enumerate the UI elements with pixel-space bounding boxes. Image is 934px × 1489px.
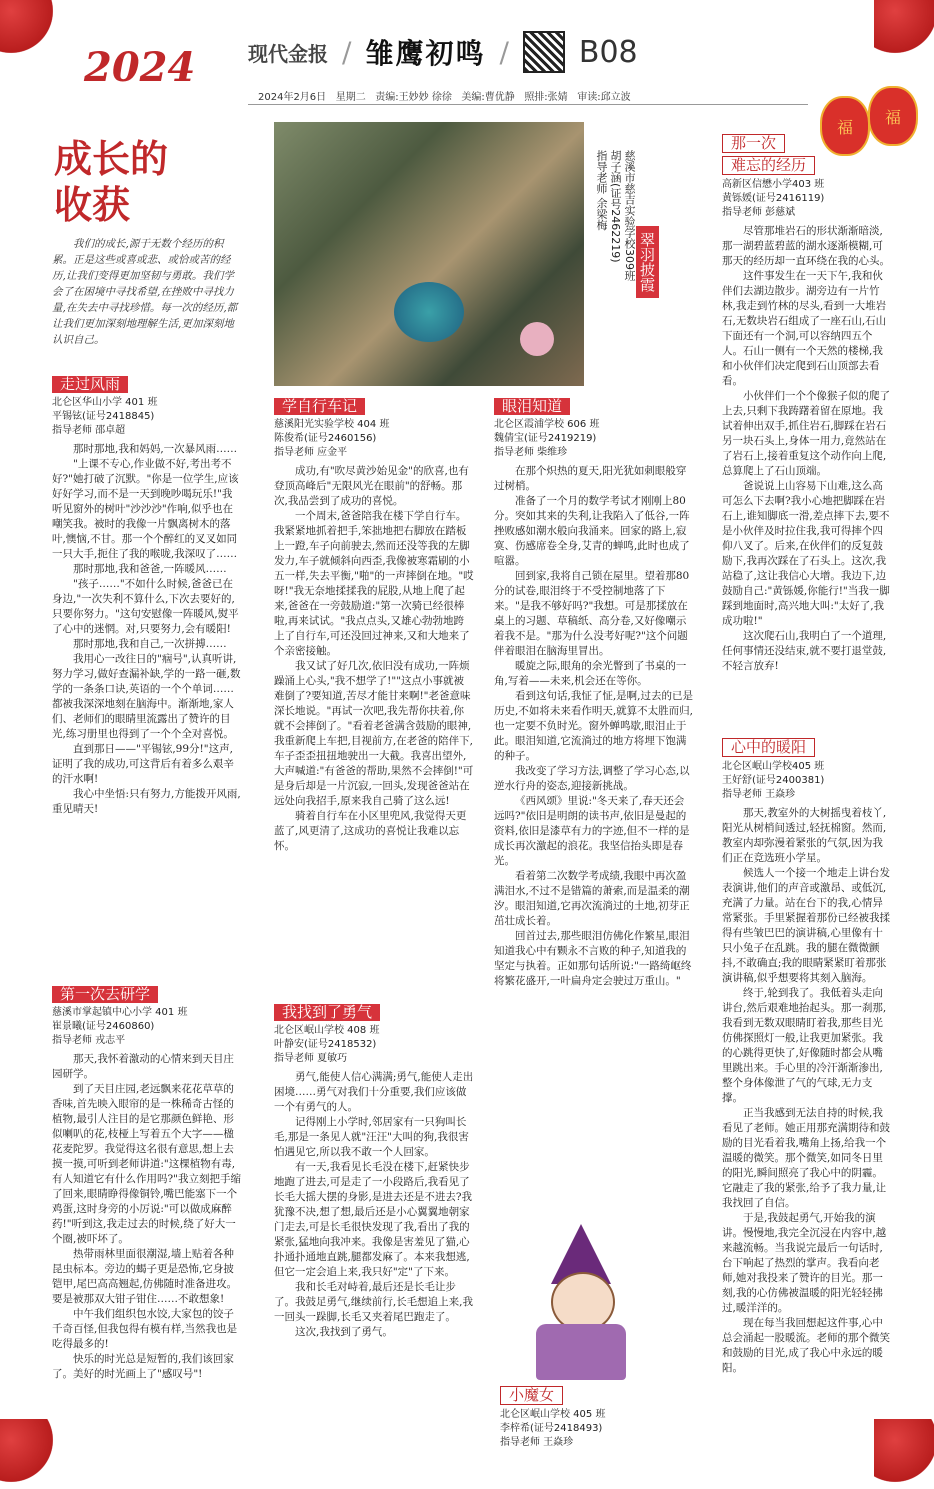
article-bike: 学自行车记 慈溪阳光实验学校 404 班 陈俊希(证号2460156) 指导老师 应金平 成功,有"吹尽黄沙始见金"的欣喜,也有登顶高峰后"无限风光在眼前"的舒畅。那次,我品尝到了成功的喜悦。 一个周末,爸爸陪我在楼下学自行车。我紧紧地抓着把手,笨拙地把右脚放在踏板上一蹬,车子向前驶去,然而还没等我的左脚发力,车子就倾斜向西歪,我像被寒霜刷的小五一样,失去平衡,"啪"的一声摔倒在地。"哎呀!"我无奈地揉揉我的屁股,从地上爬了起来,爸爸在一旁鼓励道:"第一次骑已经很棒啦,再来试试。"我点点头,又雄心勃勃地跨上了自行车,可还没回过神来,又和大地来了个亲密接触。 我又试了好几次,依旧没有成功,一阵烦躁涌上心头,"我不想学了!""这点小事就被难倒了?要知道,苦尽才能甘来啊!"老爸意味深长地说。"再试一次吧,我先帮你扶着,你就不会摔倒了。"看着老爸满含鼓励的眼神,我重新爬上车把,目视前方,在老爸的陪伴下,车子歪歪扭扭地驶出一大截。我喜出望外,大声喊道:"有爸爸的帮助,果然不会摔倒!"可是身后却是一片沉寂,一回头,发现爸爸站在远处向我招手,原来我自己骑了这么远! 骑着自行车在小区里兜风,我觉得天更蓝了,风更清了,这成功的喜悦让我难以忘怀。 (274, 397, 474, 852)
article-warm-sun: 心中的暖阳 北仑区岷山学校405 班 王好舒(证号2400381) 指导老师 王焱珍 那天,教室外的大树摇曳着枝丫,阳光从树梢间透过,轻抚棉窗。然而,教室内却弥漫着紧张的气氛,因为我们正在竞选班小学星。 候选人一个接一个地走上讲台发表演讲,他们的声音或激昂、或低沉,充满了力量。站在台下的我,心情异常紧张。手里紧握着那份已经被我揉得有些皱巴巴的演讲稿,心里像有十只小兔子在乱跳。我的腿在微微颤抖,不敢确直;我的眼睛紧紧盯着那张演讲稿,似乎想要将其刻入脑海。 终于,轮到我了。我低着头走向讲台,然后艰难地抬起头。那一刹那,我看到无数双眼睛盯着我,那些目光仿佛探照灯一般,让我更加紧张。我的心跳得更快了,好像随时都会从嘴里跳出来。手心里的冷汗渐渐渗出,整个身体像泄了气的气球,无力支撑。 正当我感到无法自持的时候,我看见了老师。她正用那充满期待和鼓励的目光看着我,嘴角上扬,给我一个温暖的微笑。那个微笑,如同冬日里的阳光,瞬间照亮了我心中的阴霾。它融走了我的紧张,给予了我力量,让我找回了自信。 于是,我鼓起勇气,开始我的演讲。慢慢地,我完全沉浸在内容中,越来越流畅。当我说完最后一句话时,台下响起了热烈的掌声。我看向老师,她对我投来了赞许的目光。那一刻,我的心仿佛被温暖的阳光轻轻拂过,暖洋洋的。 现在每当我回想起这件事,心中总会涌起一股暖流。老师的那个微笑和鼓励的目光,成了我心中永远的暖阳。 (722, 738, 890, 1374)
article-tag: 第一次去研学 (52, 986, 158, 1003)
article-tears: 眼泪知道 北仑区霞浦学校 606 班 魏倩宝(证号2419219) 指导老师 柴维珍 在那个炽热的夏天,阳光犹如刺眼般穿过树梢。 准备了一个月的数学考试才刚刚上80分。突如其来的失利,让我陷入了低谷,一阵挫败感如潮水般向我涌来。回家的路上,寂寞、伤感席卷全身,艾青的蝉鸣,此时也成了喧嚣。 回到家,我将自己锁在屋里。望着那80分的试卷,眼泪终于不受控制地落了下来。"是我不够好吗?"我想。可是那揉放在桌上的习题、草稿纸、高分卷,又好像嘲示着我不是。"那为什么没考好呢?"这个问题伴着眼泪在脑海里冒出。 暖旋之际,眼角的余光瞥到了书桌的一角,写着——未来,机会还在等你。 看到这句话,我怔了怔,是啊,过去的已是历史,不如将未来看作明天,就算不太胜而归,也一定要不负时光。窗外蝉鸣歇,眼泪止于此。眼泪知道,它流淌过的地方将埋下饱满的种子。 我改变了学习方法,调整了学习心态,以逆水行舟的姿态,迎接新挑战。 《西风颂》里说:"冬天来了,春天还会远吗?"依旧是明朗的读书声,依旧是曼起的资料,依旧是漆草有力的字迹,但不一样的是成长再次激起的浪花。我坚信抬头即是春光。 看着第二次数学考成绩,我眼中再次盈满泪水,不过不是错篇的萧索,而是温柔的潮汐。眼泪知道,它再次流淌过的土地,初芽正茁壮成长着。 回首过去,那些眼泪仿佛化作繁星,眼泪知道我心中有颗永不言败的种子,知道我的坚定与执着。正如那句话所说:"一路绮岖终将繁花盛开,一叶扁舟定会驶过万重山。" (494, 397, 694, 987)
drawing-credit: 小魔女 北仑区岷山学校 405 班 李梓希(证号2418493) 指导老师 王焱珍 (500, 1386, 606, 1448)
lantern-left: 福 (820, 96, 870, 156)
painting-title: 翠羽披霞 (636, 226, 659, 298)
masthead-meta: 2024年2月6日 星期二 责编:王妙妙 徐徐 美编:曹优静 照排:张婧 审读:邱立波 (258, 92, 631, 103)
article-tag: 心中的暖阳 (722, 738, 815, 757)
article-tag: 眼泪知道 (494, 398, 570, 415)
peony-image (520, 322, 554, 356)
article-unforgettable: 那一次 难忘的经历 高新区信懋小学403 班 黄铄媛(证号2416119) 指导老师 彭慈斌 尽管那堆岩石的形状渐渐暗淡,那一湖碧蓝碧蓝的湖水逐渐模糊,可那天的经历却一直环绕在我的心头。 这件事发生在一天下午,我和伙伴们去湖边散步。湖旁边有一片竹林,我走到竹林的尽头,看到一大堆岩石,无数块岩石组成了一座石山,石山下面还有一个洞,可以容纳四五个人。石山一侧有一个天然的楼梯,我和小伙伴们决定爬到石山顶部去看看。 小伙伴们一个个像猴子似的爬了上去,只剩下我踌躇着留在原地。我试着伸出双手,抓住岩石,脚踩在岩石另一块石头上,身体一用力,竟然站在了岩石上,接着重复这个动作向上爬,总算爬上了石山顶端。 爸说说上山容易下山难,这么高可怎么下去啊?我小心地把脚踩在岩石上,谁知脚底一滑,差点摔下去,要不是小伙伴及时拉住我,我可得摔个四仰八叉了。后来,在伙伴们的反复鼓励下,我再次踩在了石头上。这次,我站稳了,这让我信心大增。我边下,边鼓励自己:"黄铄媛,你能行!"当我一脚踩到地面时,高兴地大叫:"太好了,我成功啦!" 这次爬石山,我明白了一个道理,任何事情还没结束,就不要打退堂鼓,不轻言放弃! (722, 134, 890, 672)
article-tag: 学自行车记 (274, 398, 365, 415)
masthead: 现代金报 / 雏鹰初鸣 / B08 (248, 34, 638, 70)
witch-face-image (551, 1272, 615, 1332)
peacock-painting (274, 122, 584, 386)
drawing-title: 小魔女 (500, 1386, 563, 1405)
corner-ornament-top-right (874, 0, 934, 60)
witch-drawing (506, 1224, 656, 1384)
article-zouguo: 走过风雨 北仑区华山小学 401 班 平锡铉(证号2418845) 指导老师 邵卓超 那时那地,我和妈妈,一次暴风雨…… "上课不专心,作业做不好,考出考不好?"她打破了沉默。"你是一位学生,应该好好学习,而不是一天到晚吵喝玩乐!"我听见窗外的树叶"沙沙沙"作响,似乎也在嘲笑我。被时的我像一片飘离树木的落叶,懊恼,不甘。那一个个醉红的叉叉如同一只大手,扼住了我的喉咙,我深叹了…… 那时那地,我和爸爸,一阵暖风…… "孩子……"不如什么时候,爸爸已在身边,"一次失利不算什么,下次去要好的,只要你努力。"这句安慰像一阵暖风,熨平了心中的迷惘。对,只要努力,会有暖阳! 那时那地,我和自己,一次拼搏…… 我用心一改往日的"痼号",认真听讲,努力学习,做好查漏补缺,学的一路一砸,数学的一条条口诀,英语的一个个单词……都被我深深地刻在脑海中。渐渐地,家人们、老师们的眼睛里流露出了赞许的目光,练习册里也得到了一个个全对喜悦。 直到那日——"平锡铉,99分!"这声,证明了我的成功,可这背后有着多么艰辛的汗水啊! 我心中坐悟:只有努力,方能拨开风雨,重见晴天! (52, 375, 241, 815)
corner-ornament-top-left (0, 0, 60, 60)
lantern-right: 福 (868, 86, 918, 146)
article-tag: 那一次 (722, 134, 785, 153)
year-logo: 2024 (84, 44, 196, 91)
article-courage: 我找到了勇气 北仑区岷山学校 408 班 叶静安(证号2418532) 指导老师 夏敏巧 勇气,能使人信心满满;勇气,能使人走出困境……勇气对我们十分重要,我们应该做一个有勇气的人。 记得刚上小学时,邻居家有一只狗叫长毛,那是一条见人就"汪汪"大叫的狗,我很害怕遇见它,所以我不敢一个人回家。 有一天,我看见长毛没在楼下,赶紧快步地跑了进去,可是走了一小段路后,我看见了长毛大摇大摆的身影,是进去还是不进去?我犹豫不决,想了想,最后还是小心翼翼地朝家门走去,可是长毛很快发现了我,看出了我的紧张,猛地向我冲来。我像是害羞见了猫,心扑通扑通地直跳,腿都发麻了。本来我想逃,但它一定会追上来,我只好"定"了下来。 我和长毛对峙着,最后还是长毛让步了。我鼓足勇气,继续前行,长毛想追上来,我一回头一跺脚,长毛又夹着尾巴跑走了。 这次,我找到了勇气。 (274, 1003, 474, 1338)
article-yanxue: 第一次去研学 慈溪市掌起镇中心小学 401 班 崔景曦(证号2460860) 指导老师 戎志平 那天,我怀着激动的心情来到天目庄园研学。 到了天目庄园,老远飘来花花草草的香味,首先映入眼帘的是一株稀奇古怪的植物,最引人注目的是它那颜色鲜艳、形似喇叭的花,枝桠上写着五个大字——楹花麦陀罗。我觉得这名很有意思,想上去摸一摸,可听到老师讲道:"这棵植物有毒,有人知道它有什么作用吗?"我立刻把手缩了回来,眼睛睁得像铜铃,嘴巴能塞下一个鸡蛋,这时身旁的小厉说:"可以做成麻醉药!"听到这,我走过去的时候,绕了好大一个圈,被吓坏了。 热带雨林里面很潮湿,墙上贴着各种昆虫标本。旁边的蝎子更是恐怖,它身披铠甲,尾巴高高翘起,仿佛随时准备进攻。要是被那双大钳子钳住……不敢想象! 中午我们组织包水饺,大家包的饺子千奇百怪,但我包得有模有样,当然我也是吃得最多的! 快乐的时光总是短暂的,我们该回家了。美好的时光画上了"感叹号"! (52, 985, 241, 1380)
witch-dress-image (536, 1324, 626, 1380)
article-tag: 我找到了勇气 (274, 1004, 380, 1021)
theme-title: 成长的 收获 (54, 136, 169, 227)
article-tag: 走过风雨 (52, 376, 128, 393)
theme-intro: 我们的成长,源于无数个经历的积累。正是这些或喜或悲、或恰或苦的经历,让我们变得更加坚韧与勇敢。我们学会了在困境中寻找希望,在挫败中寻找力量,在失去中寻找珍惜。每一次的经历,都让我们更加深刻地理解生活,更加深刻地认识自己。 (52, 238, 238, 346)
page-number: B08 (578, 34, 638, 70)
paper-name: 现代金报 (248, 41, 328, 66)
section-title: 雏鹰初鸣 (365, 37, 486, 70)
painting-credit: 慈溪市慈吉实验学校309班 胡子涵(证号2462219) 指导老师 余梁梅 (595, 150, 636, 281)
peacock-image (394, 282, 464, 342)
qr-code-icon[interactable] (523, 31, 565, 73)
article-tag-line2: 难忘的经历 (722, 156, 815, 175)
